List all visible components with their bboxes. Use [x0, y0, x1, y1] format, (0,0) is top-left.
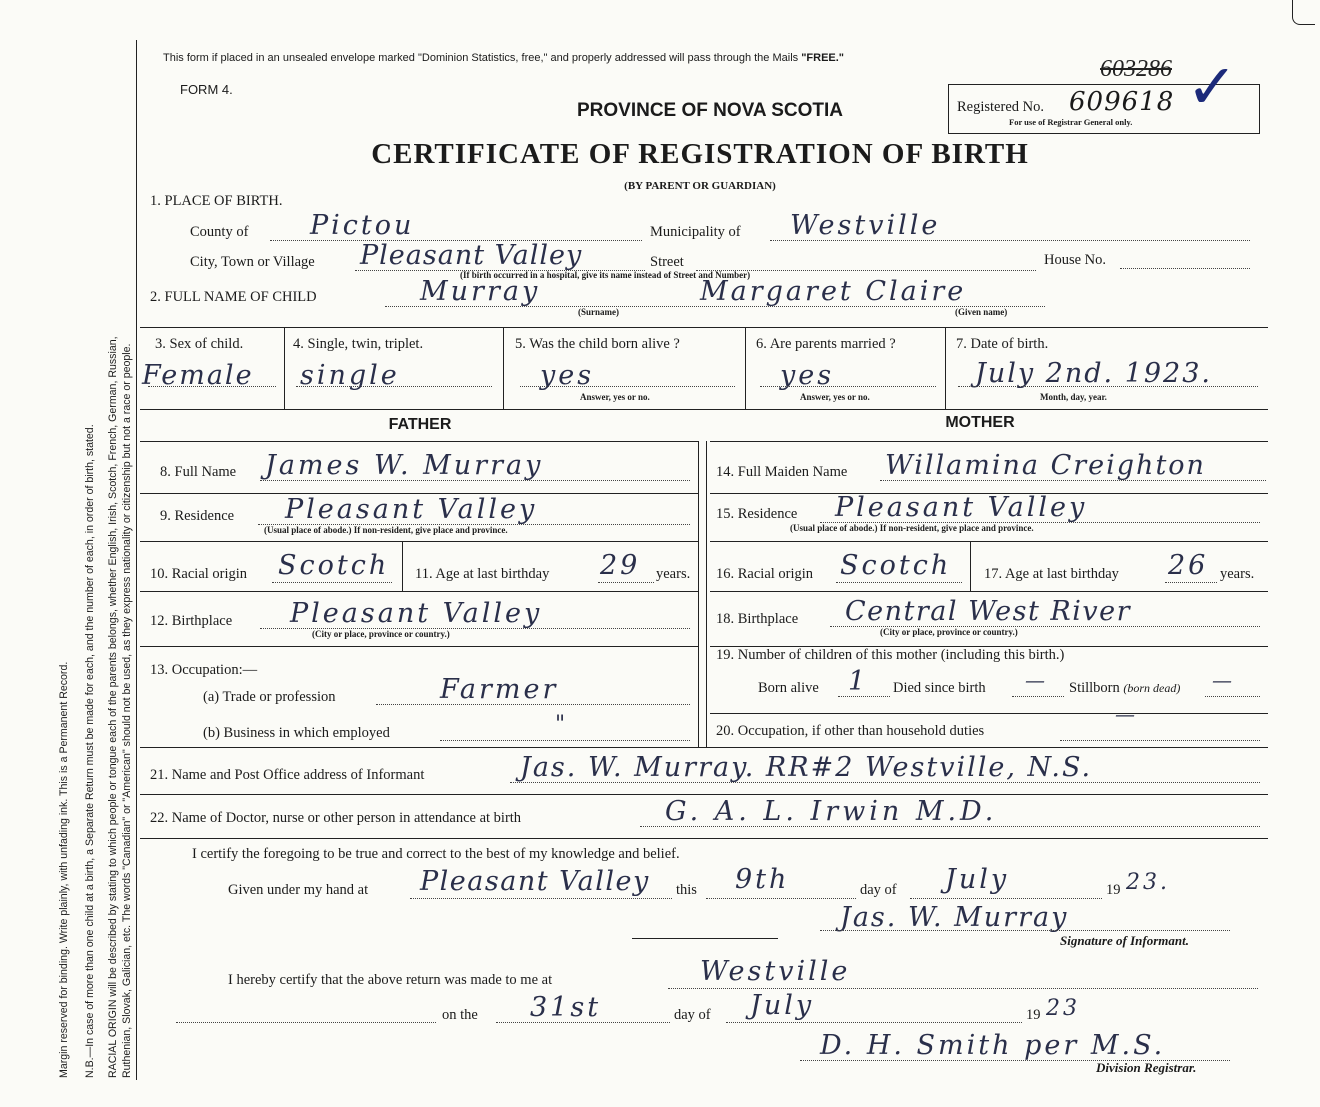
father-business-label: (b) Business in which employed [203, 725, 390, 741]
doctor-label: 22. Name of Doctor, nurse or other person in attendance at birth [150, 810, 522, 826]
sex-label: 3. Sex of child. [155, 336, 244, 352]
father-age-value: 29 [600, 550, 641, 581]
father-birthplace-caption: (City or place, province or country.) [312, 629, 450, 639]
father-name-value: James W. Murray [265, 450, 544, 481]
page-title: CERTIFICATE OF REGISTRATION OF BIRTH [371, 138, 1029, 170]
born-alive-count-value: 1 [848, 666, 869, 697]
parents-married-caption: Answer, yes or no. [800, 392, 870, 402]
parents-married-value: yes [780, 360, 835, 391]
informant-signature: Jas. W. Murray [840, 902, 1069, 933]
born-alive-label: 5. Was the child born alive ? [515, 336, 680, 352]
informant-signature-caption: Signature of Informant. [1060, 933, 1189, 948]
parents-married-label: 6. Are parents married ? [756, 336, 896, 352]
registrar-year-prefix: 19 [1026, 1007, 1041, 1023]
plurality-value: single [300, 360, 400, 391]
municipality-label: Municipality of [650, 224, 741, 240]
registrar-day-of-label: day of [674, 1007, 711, 1023]
street-label: Street [650, 254, 684, 270]
father-residence-value: Pleasant Valley [285, 494, 538, 525]
mother-age-value: 26 [1168, 550, 1209, 581]
margin-note-racial-origin-2: Ruthenian, Slovak, Galician, etc. The words "Canadian" or "American" should not be used, as they express nationality or citizenship but not a race or people. [121, 343, 133, 1078]
mother-birthplace-caption: (City or place, province or country.) [880, 627, 1018, 637]
informant-value: Jas. W. Murray. RR#2 Westville, N.S. [520, 752, 1093, 783]
born-alive-count-label: Born alive [758, 680, 819, 696]
died-since-birth-label: Died since birth [893, 680, 986, 696]
father-trade-label: (a) Trade or profession [203, 689, 336, 705]
hospital-note: (If birth occurred in a hospital, give its name instead of Street and Number) [460, 270, 751, 280]
stillborn-label: Stillborn (born dead) [1069, 680, 1181, 696]
form-number: FORM 4. [180, 82, 233, 97]
child-given-value: Margaret Claire [700, 276, 967, 307]
child-name-label: 2. FULL NAME OF CHILD [150, 289, 317, 305]
county-label: County of [190, 224, 249, 240]
registrar-month-value: July [750, 990, 815, 1021]
mother-residence-value: Pleasant Valley [835, 492, 1088, 523]
this-label: this [676, 882, 697, 898]
mother-children-label: 19. Number of children of this mother (including this birth.) [716, 647, 1065, 663]
mother-heading: MOTHER [945, 414, 1015, 431]
mother-birthplace-value: Central West River [845, 596, 1132, 627]
certification-day-of-label: day of [860, 882, 897, 898]
father-birthplace-value: Pleasant Valley [290, 598, 543, 629]
registrar-year-value: 23 [1046, 996, 1080, 1021]
born-alive-value: yes [540, 360, 595, 391]
child-surname-value: Murray [420, 276, 541, 307]
mail-notice: This form if placed in an unsealed envelope marked "Dominion Statistics, free," and properly addressed will pass through the Mails "FREE." [163, 52, 845, 64]
father-business-value: " [555, 712, 569, 737]
given-under-label: Given under my hand at [228, 882, 369, 898]
margin-note-multiple-births: N.B.—In case of more than one child at a birth, a Separate Return must be made for each, and the number of each, in order of birth, stated. [84, 424, 96, 1078]
margin-note-racial-origin-1: RACIAL ORIGIN will be described by stating to which people or tongue each of the parents belongs, whether English, Irish, Scotch, French, German, Russian, [107, 336, 119, 1078]
father-birthplace-label: 12. Birthplace [150, 613, 233, 629]
page-subtitle: (BY PARENT OR GUARDIAN) [624, 180, 776, 192]
mother-name-label: 14. Full Maiden Name [716, 464, 848, 480]
certification-month-value: July [945, 864, 1010, 895]
corner-mark-icon [1292, 0, 1315, 25]
mother-birthplace-label: 18. Birthplace [716, 611, 799, 627]
registered-label: Registered No. [957, 99, 1044, 115]
mother-race-value: Scotch [840, 550, 952, 581]
city-label: City, Town or Village [190, 254, 315, 270]
mother-age-years: years. [1220, 566, 1255, 582]
mother-race-label: 16. Racial origin [716, 566, 814, 582]
father-age-label: 11. Age at last birthday [415, 566, 550, 582]
certification-year-value: 23. [1126, 870, 1170, 895]
province-heading: PROVINCE OF NOVA SCOTIA [576, 100, 844, 121]
margin-note-binding: Margin reserved for binding. Write plainly, with unfading ink. This is a Permanent Record. [58, 661, 70, 1078]
certification-day-value: 9th [735, 864, 790, 895]
given-name-caption: (Given name) [955, 307, 1008, 317]
place-of-birth-heading: 1. PLACE OF BIRTH. [150, 193, 283, 209]
registrar-place-value: Westville [700, 956, 851, 987]
stillborn-value: — [1212, 668, 1235, 692]
father-residence-label: 9. Residence [160, 508, 235, 524]
registrar-day-value: 31st [530, 992, 602, 1023]
surname-caption: (Surname) [578, 307, 619, 317]
date-of-birth-label: 7. Date of birth. [956, 336, 1049, 352]
registrar-note: For use of Registrar General only. [1009, 117, 1133, 127]
check-mark-icon: ✓ [1186, 54, 1238, 122]
died-since-birth-value: — [1025, 668, 1048, 692]
mother-residence-caption: (Usual place of abode.) If non-resident, give place and province. [790, 523, 1034, 533]
sex-value: Female [142, 360, 254, 391]
mother-name-value: Willamina Creighton [885, 450, 1206, 481]
father-residence-caption: (Usual place of abode.) If non-resident, give place and province. [264, 525, 508, 535]
date-of-birth-caption: Month, day, year. [1040, 392, 1107, 402]
father-name-label: 8. Full Name [160, 464, 237, 480]
registered-value: 609618 [1069, 87, 1175, 117]
given-place-value: Pleasant Valley [420, 866, 650, 897]
informant-label: 21. Name and Post Office address of Informant [150, 767, 425, 783]
father-race-value: Scotch [278, 550, 390, 581]
father-heading: FATHER [388, 416, 452, 433]
born-alive-caption: Answer, yes or no. [580, 392, 650, 402]
mother-age-label: 17. Age at last birthday [984, 566, 1119, 582]
father-race-label: 10. Racial origin [150, 566, 248, 582]
date-of-birth-value: July 2nd. 1923. [975, 358, 1212, 389]
doctor-value: G. A. L. Irwin M.D. [665, 796, 998, 827]
county-value: Pictou [310, 210, 415, 241]
father-occupation-label: 13. Occupation:— [150, 662, 258, 678]
registrar-signature-caption: Division Registrar. [1096, 1060, 1197, 1075]
plurality-label: 4. Single, twin, triplet. [293, 336, 424, 352]
mother-occupation-value: — [1115, 702, 1138, 726]
father-age-years: years. [656, 566, 691, 582]
house-number-label: House No. [1044, 252, 1107, 268]
registrar-signature: D. H. Smith per M.S. [820, 1030, 1166, 1061]
certification-year-prefix: 19 [1106, 882, 1121, 898]
mother-occupation-label: 20. Occupation, if other than household duties [716, 723, 985, 739]
mother-residence-label: 15. Residence [716, 506, 798, 522]
registrar-on-the-label: on the [442, 1007, 478, 1023]
city-value: Pleasant Valley [360, 240, 583, 271]
certification-statement: I certify the foregoing to be true and correct to the best of my knowledge and belief. [192, 846, 680, 862]
father-trade-value: Farmer [440, 674, 559, 705]
registrar-statement: I hereby certify that the above return was made to me at [228, 972, 553, 988]
struck-number: 603286 [1100, 56, 1172, 82]
municipality-value: Westville [790, 210, 941, 241]
margin-rule [136, 40, 137, 1080]
